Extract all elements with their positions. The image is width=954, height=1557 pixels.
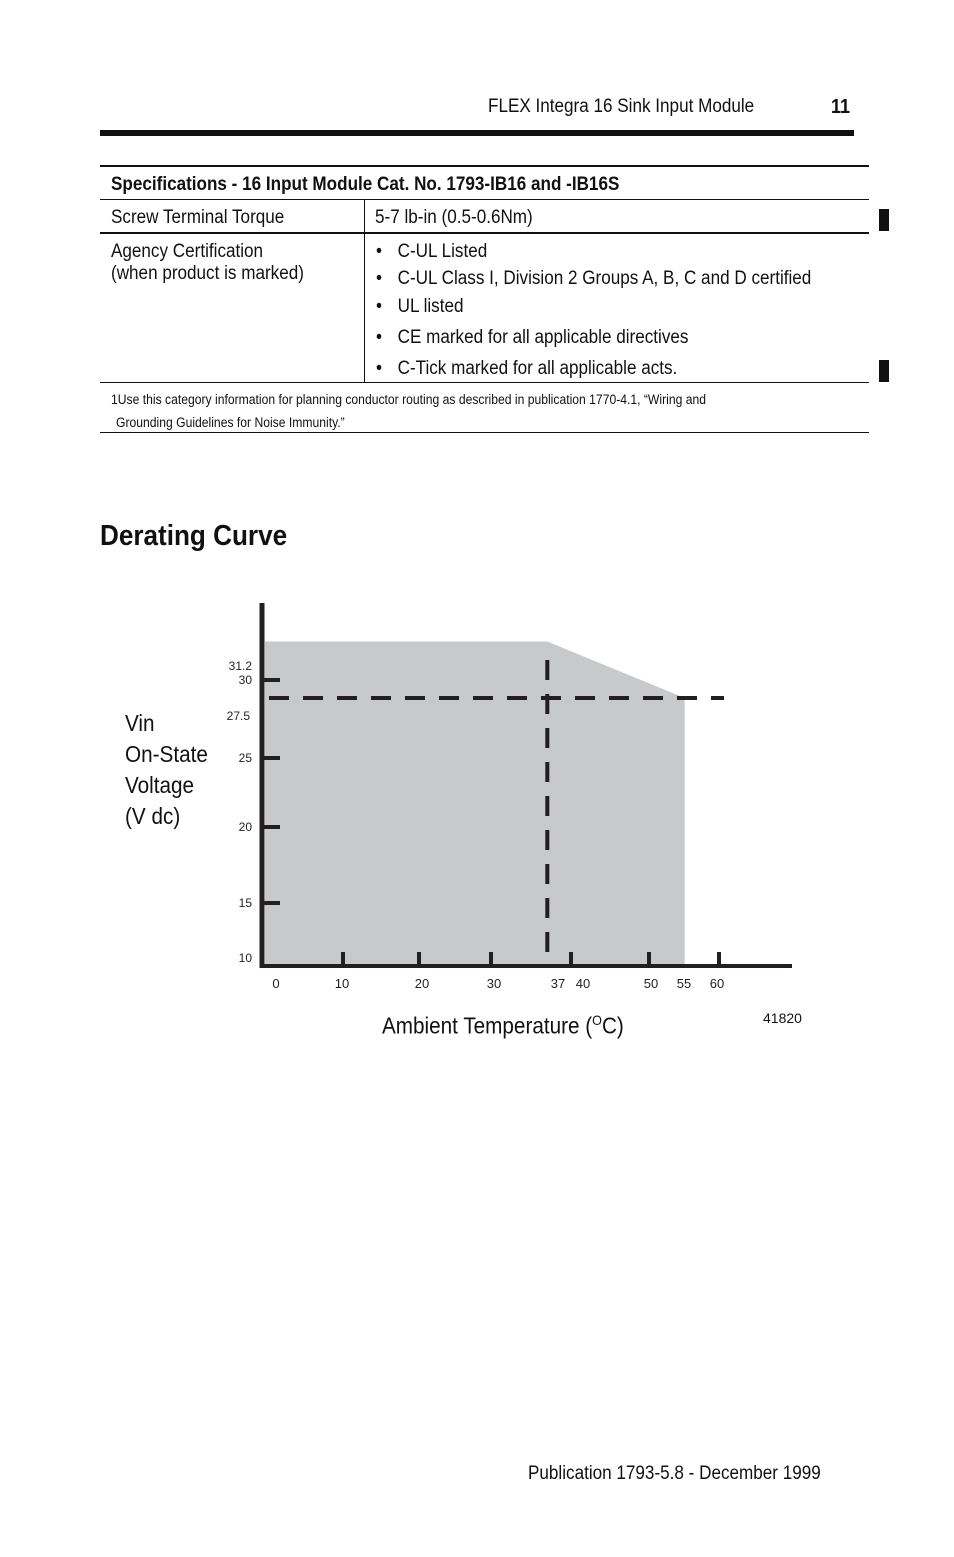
x-tick-label: 0	[272, 976, 280, 991]
y-axis-label-line: On-State	[125, 741, 208, 767]
figure-number: 41820	[763, 1010, 802, 1026]
x-tick-label: 60	[709, 976, 725, 991]
row-label-agency-note: (when product is marked)	[111, 263, 304, 284]
y-tick-label: 10	[238, 951, 252, 965]
x-tick-label: 55	[676, 976, 692, 991]
cert-list-item: • UL listed	[376, 296, 464, 317]
x-axis-label: Ambient Temperature ($^O$C)	[382, 1012, 624, 1039]
cert-list-item: • C-UL Class I, Division 2 Groups A, B, C and D certified	[376, 268, 812, 289]
y-tick-label: 31.2	[228, 659, 252, 673]
spec-table-title: Specifications - 16 Input Module Cat. No. 1793-IB16 and -IB16S	[111, 174, 620, 195]
y-axis-label-line: (V dc)	[125, 803, 181, 829]
running-header-title: FLEX Integra 16 Sink Input Module	[488, 96, 755, 117]
x-tick-label: 50	[643, 976, 659, 991]
table-footnote-continued: Grounding Guidelines for Noise Immunity.”	[116, 415, 345, 430]
y-tick-label: 30	[238, 673, 252, 687]
row-label-agency: Agency Certification	[111, 241, 264, 262]
cert-list-item: • C-UL Listed	[376, 241, 488, 262]
row-label-torque: Screw Terminal Torque	[111, 207, 285, 228]
x-tick-label: 30	[486, 976, 502, 991]
row-value-torque: 5-7 lb-in (0.5-0.6Nm)	[375, 207, 533, 228]
x-tick-label: 40	[575, 976, 591, 991]
section-heading: Derating Curve	[100, 520, 288, 552]
cert-list-item: • C-Tick marked for all applicable acts.	[376, 358, 678, 379]
x-tick-label: 20	[414, 976, 430, 991]
footer-publication: Publication 1793-5.8 - December 1999	[528, 1463, 821, 1484]
y-axis-label-line: Voltage	[125, 772, 195, 798]
table-footnote: 1Use this category information for planning conductor routing as described in publication 1770-4.1, “Wiring and	[111, 392, 707, 407]
derating-area	[265, 641, 685, 965]
page-number: 11	[831, 96, 851, 118]
y-tick-label: 27.5	[226, 709, 250, 723]
cert-list-item: • CE marked for all applicable directives	[376, 327, 689, 348]
y-tick-label: 20	[238, 820, 252, 834]
y-tick-label: 15	[238, 896, 252, 910]
x-tick-label: 37	[550, 976, 566, 991]
x-tick-label: 10	[334, 976, 350, 991]
y-axis-label-line: Vin	[125, 710, 155, 736]
y-tick-label: 25	[238, 751, 252, 765]
